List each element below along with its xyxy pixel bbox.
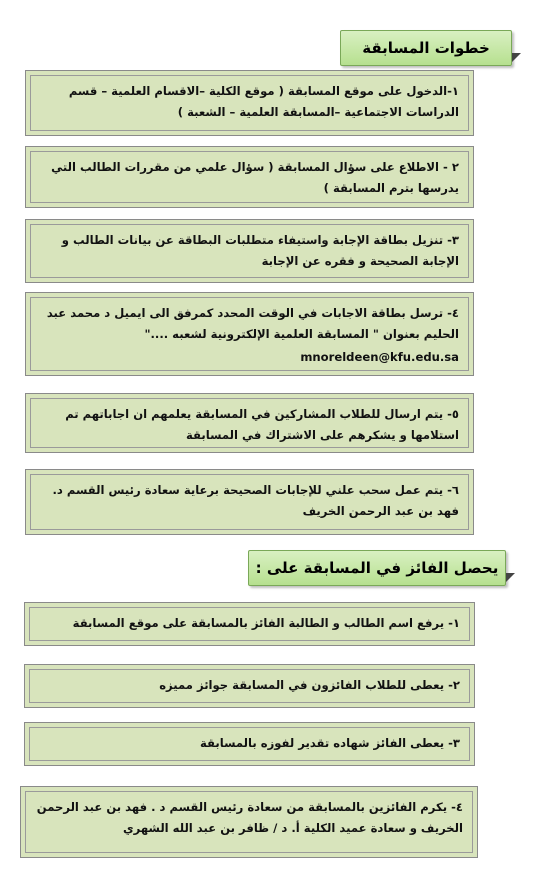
prize-1	[24, 602, 475, 646]
step-3-text: ٣- تنزيل بطاقة الإجابة واستيفاء متطلبات البطاقة عن بيانات الطالب و الإجابة الصحيحة و فقره عن الإجابة	[61, 233, 459, 268]
step-5	[25, 393, 474, 453]
header-tail-decoration	[506, 573, 515, 582]
contact-email: mnoreldeen@kfu.edu.sa	[300, 350, 459, 364]
step-2-text: ٢ - الاطلاع على سؤال المسابقة ( سؤال علمي من مقررات الطالب التي يدرسها بترم المسابقة )	[51, 160, 459, 195]
section-title-prizes	[248, 550, 506, 586]
prize-3-text: ٣- يعطى الفائز شهاده تقدير لفوزه بالمسابقة	[200, 736, 460, 750]
prize-2	[24, 664, 475, 708]
prize-4-text: ٤- يكرم الفائزين بالمسابقة من سعادة رئيس القسم د . فهد بن عبد الرحمن الخريف و سعادة عميد الكلية أ. د / ظافر بن عبد الله الشهري	[36, 800, 463, 835]
section-title-prizes-text: يحصل الفائز في المسابقة على :	[255, 559, 499, 577]
prize-4	[20, 786, 478, 858]
step-6	[25, 469, 474, 535]
step-6-text: ٦- يتم عمل سحب علني للإجابات الصحيحة برعاية سعادة رئيس القسم د. فهد بن عبد الرحمن الخريف	[52, 483, 459, 518]
step-1	[25, 70, 474, 136]
section-title-steps	[340, 30, 512, 66]
step-1-text: ١-الدخول على موقع المسابقة ( موقع الكلية –الاقسام العلمية – قسم الدراسات الاجتماعية –المسابقة العلمية – الشعبة )	[68, 84, 459, 119]
step-5-text: ٥- يتم ارسال للطلاب المشاركين في المسابقة يعلمهم ان اجاباتهم تم استلامها و يشكرهم على الاشتراك في المسابقة	[65, 407, 459, 442]
prize-1-text: ١- يرفع اسم الطالب و الطالبة الفائز بالمسابقة على موقع المسابقة	[72, 616, 460, 630]
step-3	[25, 219, 474, 283]
section-title-steps-text: خطوات المسابقة	[362, 39, 490, 57]
step-4-text: ٤- ترسل بطاقة الاجابات في الوقت المحدد كمرفق الى ايميل د محمد عبد الحليم بعنوان " المسابقة العلمية الإلكترونية لشعبه ...."	[46, 306, 459, 341]
step-4	[25, 292, 474, 376]
prize-3	[24, 722, 475, 766]
header-tail-decoration	[512, 53, 521, 62]
prize-2-text: ٢- يعطى للطلاب الفائزون في المسابقة جوائز مميزه	[159, 678, 460, 692]
step-2	[25, 146, 474, 208]
